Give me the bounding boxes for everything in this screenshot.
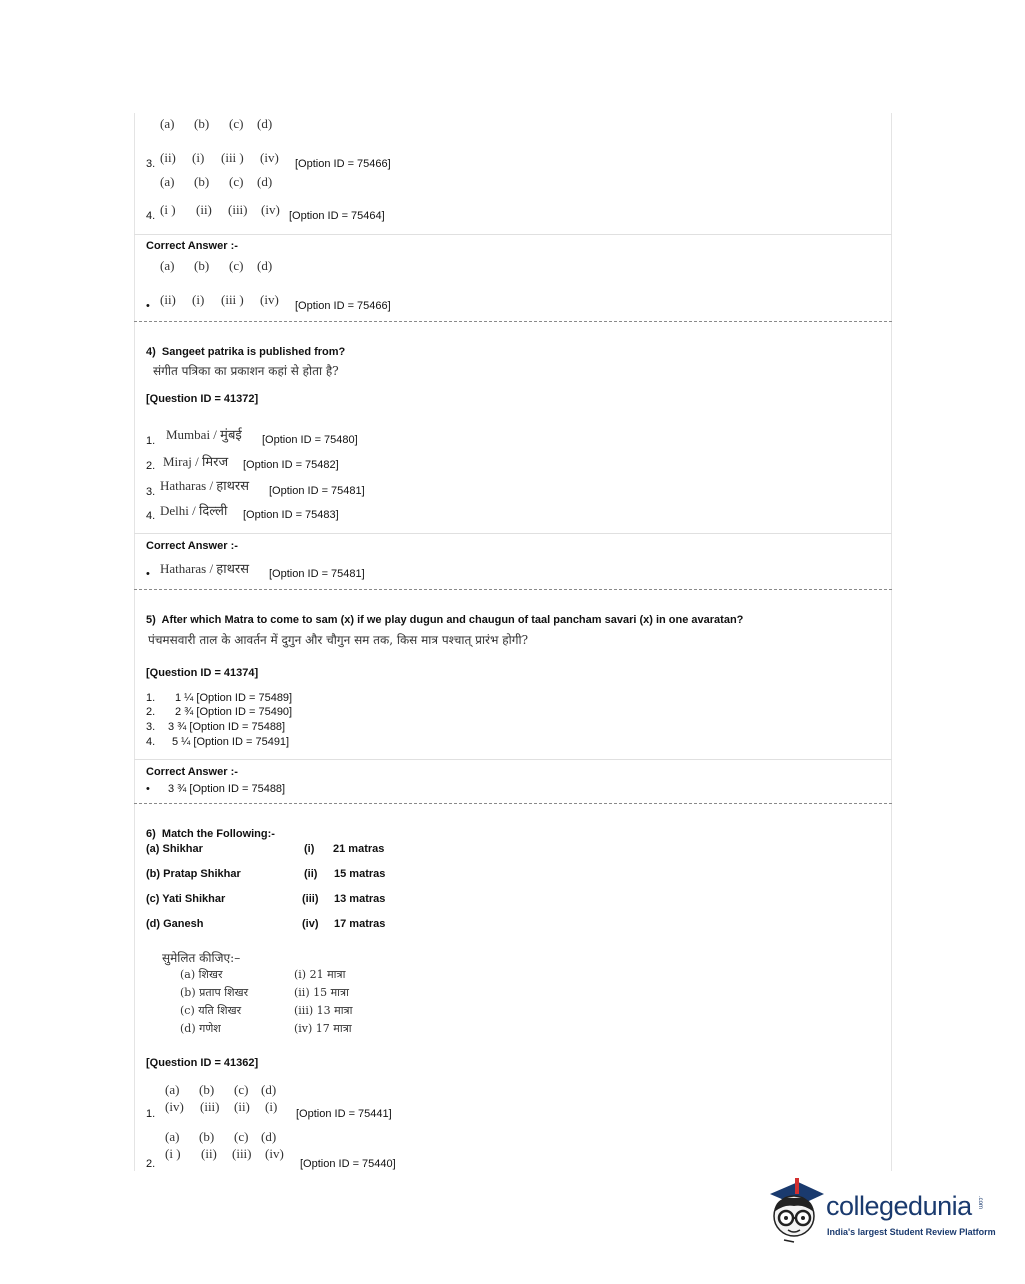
match-roman: (iii) xyxy=(302,893,319,905)
option-text: Mumbai / मुंबई xyxy=(166,427,242,442)
bullet: • xyxy=(146,300,150,312)
question-title: 4) Sangeet patrika is published from? xyxy=(146,346,346,358)
match-right-item: 13 matras xyxy=(334,893,386,905)
hindi-match-left: (d) गणेश xyxy=(180,1022,221,1035)
brand-suffix: .com xyxy=(977,1196,983,1210)
correct-answer-label: Correct Answer :- xyxy=(146,766,238,778)
match-roman: (ii) xyxy=(304,868,318,880)
question-title-hindi: संगीत पत्रिका का प्रकाशन कहां से होता है? xyxy=(153,364,339,378)
question-id: [Question ID = 41372] xyxy=(146,393,259,405)
question-id: [Question ID = 41362] xyxy=(146,1057,259,1069)
question-separator xyxy=(134,589,892,590)
correct-answer-text: 3 ¾ [Option ID = 75488] xyxy=(168,783,286,795)
match-left-item: (b) Pratap Shikhar xyxy=(146,868,241,880)
option-number: 2. xyxy=(146,1158,156,1170)
option-id: [Option ID = 75466] xyxy=(295,300,391,312)
question-title: 5) After which Matra to come to sam (x) if we play dugun and chaugun of taal pancham savari (x) in one avaratan? xyxy=(146,614,744,626)
hindi-match-right: (ii) 15 मात्रा xyxy=(294,986,349,999)
option-id: [Option ID = 75466] xyxy=(295,158,391,170)
match-left-item: (a) Shikhar xyxy=(146,843,203,855)
hindi-match-title: सुमेलित कीजिए:– xyxy=(162,951,241,965)
question-id: [Question ID = 41374] xyxy=(146,667,259,679)
match-left-item: (c) Yati Shikhar xyxy=(146,893,226,905)
match-roman: (iv) xyxy=(302,918,319,930)
option-text: Hatharas / हाथरस xyxy=(160,478,249,493)
option-id: [Option ID = 75482] xyxy=(243,459,339,471)
question-title: 6) Match the Following:- xyxy=(146,828,275,840)
option-id: [Option ID = 75480] xyxy=(262,434,358,446)
question-title-hindi: पंचमसवारी ताल के आवर्तन में दुगुन और चौगुन सम तक, किस मात्र पश्चात् प्रारंभ होगी? xyxy=(148,633,528,647)
correct-answer-label: Correct Answer :- xyxy=(146,540,238,552)
option-text: 2 ¾ [Option ID = 75490] xyxy=(175,706,293,718)
option-number: 4. xyxy=(146,736,156,748)
hindi-match-right: (iv) 17 मात्रा xyxy=(294,1022,352,1035)
option-text: 3 ¾ [Option ID = 75488] xyxy=(168,721,286,733)
option-id: [Option ID = 75481] xyxy=(269,485,365,497)
option-text: 1 ¼ [Option ID = 75489] xyxy=(175,692,293,704)
option-number: 1. xyxy=(146,1108,156,1120)
hindi-match-left: (a) शिखर xyxy=(180,968,223,981)
bullet: • xyxy=(146,568,150,580)
match-right-item: 15 matras xyxy=(334,868,386,880)
option-text: Miraj / मिरज xyxy=(163,454,229,469)
option-number: 3. xyxy=(146,721,156,733)
match-left-item: (d) Ganesh xyxy=(146,918,204,930)
option-number: 1. xyxy=(146,692,156,704)
option-number: 2. xyxy=(146,706,156,718)
option-text: Delhi / दिल्ली xyxy=(160,503,228,518)
page-frame-right xyxy=(891,113,892,1171)
page-frame-left xyxy=(134,113,135,1171)
option-number: 2. xyxy=(146,460,156,472)
option-id: [Option ID = 75441] xyxy=(296,1108,392,1120)
correct-answer-text: Hatharas / हाथरस xyxy=(160,561,249,576)
divider xyxy=(134,759,892,760)
brand-name: collegedunia xyxy=(826,1191,972,1221)
correct-answer-label: Correct Answer :- xyxy=(146,240,238,252)
option-number: 1. xyxy=(146,435,156,447)
option-number: 4. xyxy=(146,510,156,522)
option-id: [Option ID = 75481] xyxy=(269,568,365,580)
match-right-item: 17 matras xyxy=(334,918,386,930)
hindi-match-right: (iii) 13 मात्रा xyxy=(294,1004,353,1017)
option-number: 3. xyxy=(146,486,156,498)
match-right-item: 21 matras xyxy=(333,843,385,855)
hindi-match-left: (b) प्रताप शिखर xyxy=(180,986,249,999)
divider xyxy=(134,533,892,534)
hindi-match-left: (c) यति शिखर xyxy=(180,1004,242,1017)
option-text: 5 ¼ [Option ID = 75491] xyxy=(172,736,290,748)
option-number: 4. xyxy=(146,210,156,222)
bullet: • xyxy=(146,783,150,795)
option-id: [Option ID = 75483] xyxy=(243,509,339,521)
question-separator xyxy=(134,321,892,322)
match-roman: (i) xyxy=(304,843,315,855)
option-number: 3. xyxy=(146,158,156,170)
brand-tagline: India's largest Student Review Platform xyxy=(827,1227,996,1237)
option-id: [Option ID = 75464] xyxy=(289,210,385,222)
option-id: [Option ID = 75440] xyxy=(300,1158,396,1170)
question-separator xyxy=(134,803,892,804)
hindi-match-right: (i) 21 मात्रा xyxy=(294,968,346,981)
divider xyxy=(134,234,892,235)
collegedunia-mascot-logo xyxy=(764,1176,828,1246)
